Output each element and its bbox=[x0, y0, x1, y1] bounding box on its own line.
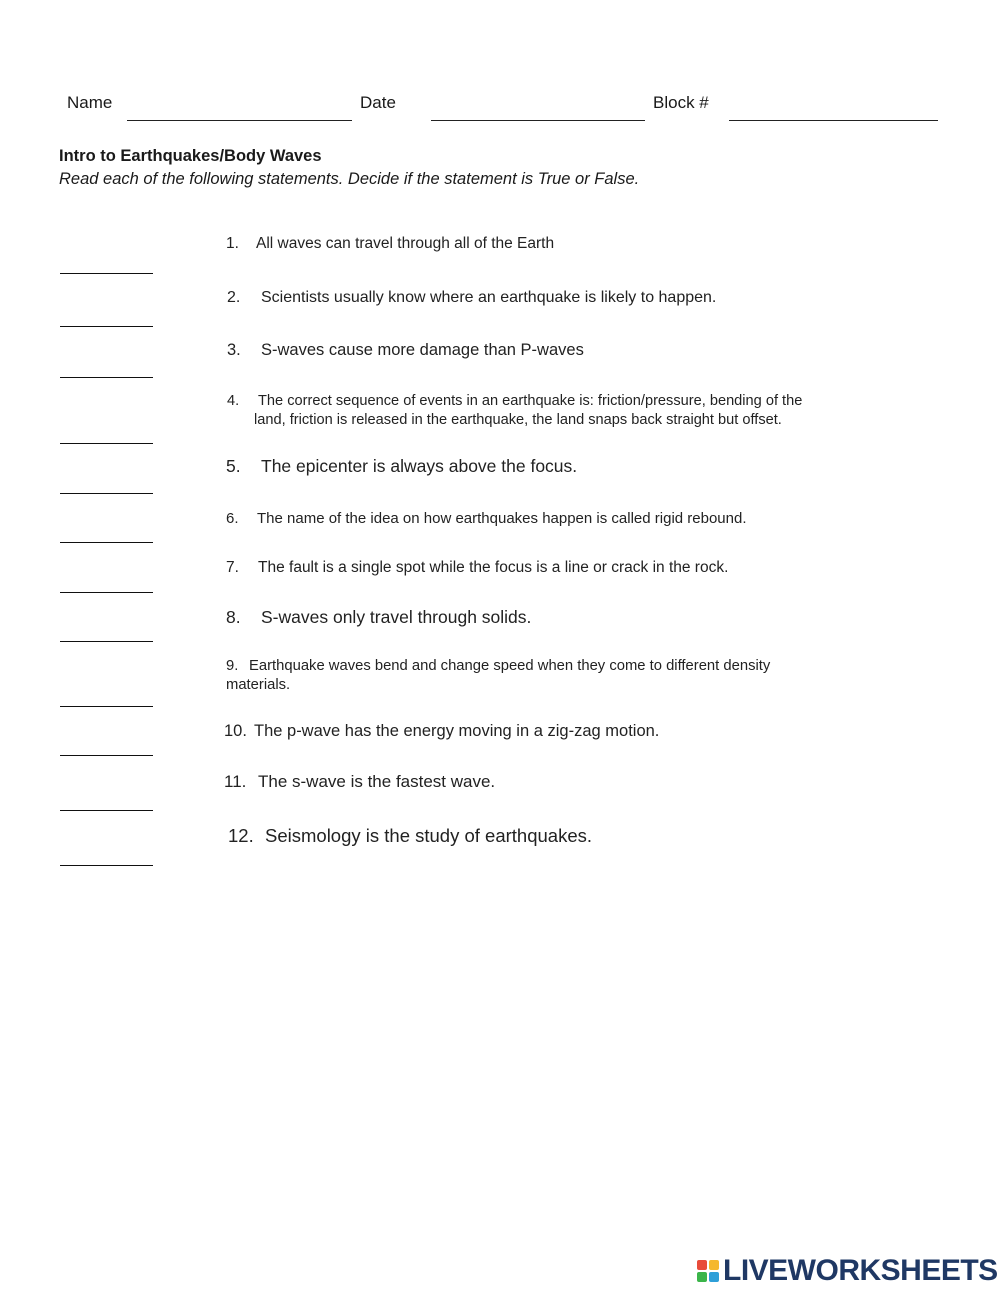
question-number: 3. bbox=[227, 341, 241, 359]
question-text: The epicenter is always above the focus. bbox=[261, 456, 578, 476]
date-label: Date bbox=[360, 93, 396, 112]
question-number: 4. bbox=[227, 393, 240, 409]
answer-blank-5[interactable] bbox=[60, 493, 153, 494]
block-input-line[interactable] bbox=[729, 120, 938, 121]
question-12 bbox=[228, 825, 592, 847]
question-number: 12. bbox=[228, 825, 254, 846]
question-10 bbox=[224, 722, 659, 741]
question-text: The s-wave is the fastest wave. bbox=[258, 772, 496, 791]
question-text: S-waves only travel through solids. bbox=[261, 607, 532, 627]
answer-blank-12[interactable] bbox=[60, 865, 153, 866]
question-text: The p-wave has the energy moving in a zig-zag motion. bbox=[254, 722, 660, 740]
block-label: Block # bbox=[653, 93, 709, 112]
question-9 bbox=[226, 657, 770, 695]
question-3 bbox=[227, 341, 584, 360]
liveworksheets-logo-icon bbox=[697, 1260, 719, 1282]
question-number: 5. bbox=[226, 456, 241, 476]
worksheet-instructions: Read each of the following statements. Decide if the statement is True or False. bbox=[59, 170, 640, 188]
answer-blank-3[interactable] bbox=[60, 377, 153, 378]
question-text: Seismology is the study of earthquakes. bbox=[265, 825, 593, 846]
answer-blank-4[interactable] bbox=[60, 443, 153, 444]
question-number: 1. bbox=[226, 235, 239, 252]
question-number: 2. bbox=[227, 289, 241, 306]
question-text-line-2: land, friction is released in the earthquake, the land snaps back straight but offset. bbox=[254, 412, 782, 428]
question-text: Scientists usually know where an earthquake is likely to happen. bbox=[261, 289, 717, 306]
question-8 bbox=[226, 607, 531, 628]
question-2 bbox=[227, 289, 716, 307]
question-text: The fault is a single spot while the focus is a line or crack in the rock. bbox=[258, 559, 729, 576]
question-number: 9. bbox=[226, 658, 239, 674]
answer-blank-2[interactable] bbox=[60, 326, 153, 327]
question-text: S-waves cause more damage than P-waves bbox=[261, 341, 584, 359]
answer-blank-7[interactable] bbox=[60, 592, 153, 593]
answer-blank-1[interactable] bbox=[60, 273, 153, 274]
question-11 bbox=[224, 772, 495, 792]
question-number: 7. bbox=[226, 559, 239, 576]
question-text: The name of the idea on how earthquakes happen is called rigid rebound. bbox=[257, 510, 747, 527]
question-6 bbox=[226, 510, 747, 527]
question-number: 10. bbox=[224, 722, 247, 740]
worksheet-title: Intro to Earthquakes/Body Waves bbox=[59, 147, 322, 165]
answer-blank-8[interactable] bbox=[60, 641, 153, 642]
question-number: 11. bbox=[224, 772, 247, 791]
question-7 bbox=[226, 559, 728, 577]
question-number: 6. bbox=[226, 510, 239, 527]
name-input-line[interactable] bbox=[127, 120, 352, 121]
answer-blank-10[interactable] bbox=[60, 755, 153, 756]
answer-blank-9[interactable] bbox=[60, 706, 153, 707]
question-text: All waves can travel through all of the Earth bbox=[256, 235, 555, 252]
answer-blank-11[interactable] bbox=[60, 810, 153, 811]
question-text-line-1: The correct sequence of events in an earthquake is: friction/pressure, bending of the bbox=[258, 393, 803, 409]
answer-blank-6[interactable] bbox=[60, 542, 153, 543]
question-4 bbox=[227, 392, 802, 430]
name-label: Name bbox=[67, 93, 113, 112]
question-1 bbox=[226, 235, 554, 253]
question-5 bbox=[226, 456, 577, 477]
liveworksheets-logo bbox=[697, 1254, 998, 1288]
question-text-line-1: Earthquake waves bend and change speed when they come to different density bbox=[249, 658, 771, 674]
liveworksheets-logo-text: LIVEWORKSHEETS bbox=[723, 1254, 998, 1287]
question-text-line-2: materials. bbox=[226, 677, 291, 693]
date-input-line[interactable] bbox=[431, 120, 645, 121]
question-number: 8. bbox=[226, 607, 241, 627]
